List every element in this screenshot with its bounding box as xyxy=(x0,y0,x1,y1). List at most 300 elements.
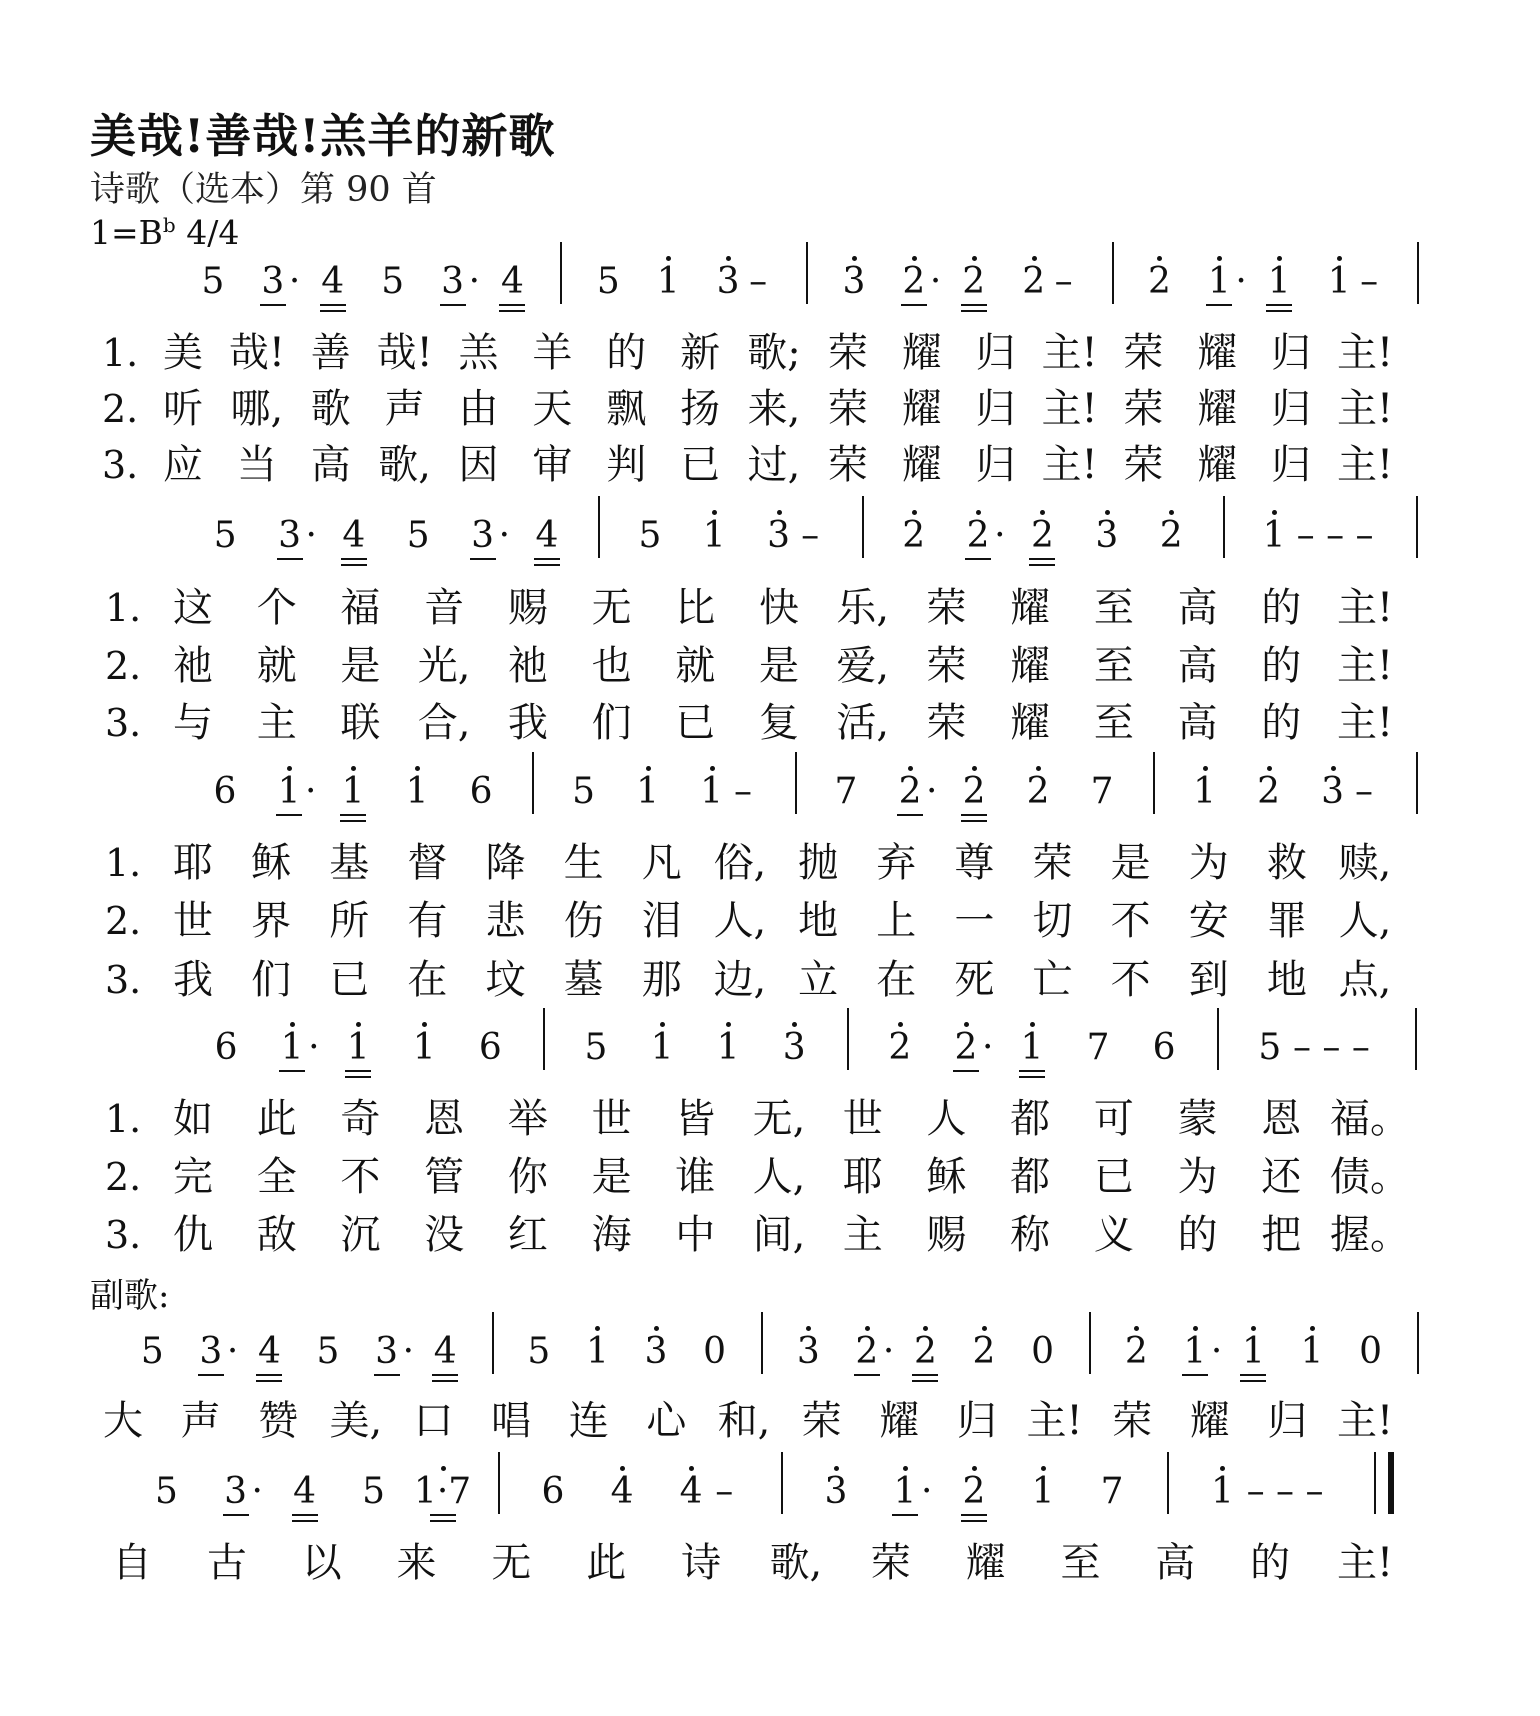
lyric-char: 耶 xyxy=(173,840,213,886)
lyric-char: 债。 xyxy=(1330,1154,1410,1200)
high-octave-dot xyxy=(903,1466,908,1471)
note-value: 1 xyxy=(650,1027,674,1068)
lyric-char: 当 xyxy=(236,442,277,488)
lyric-char: 海 xyxy=(591,1212,632,1258)
high-octave-dot xyxy=(710,766,715,771)
lyric-char: 与 xyxy=(173,700,213,746)
lyric-char: 声 xyxy=(180,1398,221,1444)
lyric-char: 祂 xyxy=(507,643,548,689)
eighth-underline xyxy=(256,1374,282,1376)
lyric-char: 个 xyxy=(256,585,297,631)
note-value: 1 xyxy=(412,1027,436,1068)
lyric-char: 间, xyxy=(752,1212,806,1258)
lyric-char: 福 xyxy=(340,585,381,631)
sixteenth-underline xyxy=(961,310,987,312)
augmentation-dot: · xyxy=(981,1027,994,1068)
barline xyxy=(1167,1452,1169,1514)
augmentation-dot: · xyxy=(308,1027,320,1068)
note xyxy=(620,516,680,556)
note-value: 7 xyxy=(1086,1027,1110,1068)
lyric-char: 举 xyxy=(507,1096,548,1142)
lyric-char: 荣 xyxy=(801,1398,842,1444)
note xyxy=(1106,1332,1166,1372)
high-octave-dot xyxy=(441,1466,446,1471)
lyric-char: 耀 xyxy=(1197,386,1238,432)
lyric-char: 应 xyxy=(163,442,203,488)
note-value: 2 xyxy=(972,1331,996,1372)
note-value: 5 xyxy=(201,261,225,302)
lyric-char: 不 xyxy=(1110,898,1151,944)
note xyxy=(394,1028,454,1068)
lyric-char: 罪 xyxy=(1266,898,1307,944)
note xyxy=(195,772,255,812)
lyric-char: 是 xyxy=(759,643,799,689)
high-octave-dot xyxy=(1267,766,1272,771)
lyric-char: 此 xyxy=(256,1096,297,1142)
note xyxy=(1282,1332,1342,1372)
note xyxy=(1141,516,1201,556)
lyric-char: 都 xyxy=(1010,1096,1051,1142)
note-value: 1 xyxy=(636,771,659,812)
barline xyxy=(1416,752,1418,814)
eighth-underline xyxy=(320,304,346,306)
lyric-char: 你 xyxy=(507,1154,548,1200)
high-octave-dot xyxy=(865,1326,870,1331)
lyric-char: 耀 xyxy=(1197,330,1238,376)
lyric-char: 以 xyxy=(301,1540,342,1586)
key-main: 1=B xyxy=(90,213,163,252)
lyric-char: 恩 xyxy=(1261,1096,1302,1142)
lyric-char: 荣 xyxy=(1123,386,1164,432)
lyric-char: 耀 xyxy=(1010,643,1051,689)
lyric-char: 沉 xyxy=(340,1212,381,1258)
note xyxy=(1013,1472,1073,1512)
lyric-char: 是 xyxy=(340,643,381,689)
note xyxy=(195,516,255,556)
lyric-char: 高 xyxy=(1177,585,1218,631)
lyric-char: 美, xyxy=(329,1398,383,1444)
augmentation-dot: · xyxy=(994,515,1006,556)
lyric-char: 边, xyxy=(713,957,767,1003)
lyric-char: 主! xyxy=(1041,386,1098,432)
note-value: 1 xyxy=(893,1471,917,1512)
augmentation-dot: · xyxy=(468,261,481,302)
augmentation-dot: · xyxy=(1210,1331,1223,1372)
lyric-char: 主! xyxy=(1336,643,1394,689)
barline xyxy=(847,1008,849,1070)
lyric-char: 悲 xyxy=(485,898,526,944)
note-value: 1 xyxy=(1031,1471,1055,1512)
note-value: 2 xyxy=(902,515,926,556)
lyric-char: 审 xyxy=(532,442,573,488)
lyric-char: 这 xyxy=(173,585,213,631)
augmentation-dot: · xyxy=(498,515,511,556)
eighth-underline xyxy=(223,1514,249,1516)
lyric-char: 稣 xyxy=(251,840,292,886)
verse-number: 2. xyxy=(105,899,142,943)
note xyxy=(1134,1028,1194,1068)
note-value: 0 xyxy=(703,1331,727,1372)
note xyxy=(1072,772,1132,812)
note xyxy=(298,1332,358,1372)
note-value: 2 xyxy=(962,261,986,302)
lyric-char: 至 xyxy=(1060,1540,1101,1586)
note xyxy=(954,1332,1014,1372)
note-value: 6 xyxy=(541,1471,565,1512)
note xyxy=(196,1028,256,1068)
note-value: 3 xyxy=(782,1027,806,1068)
lyric-char: 人, xyxy=(713,898,767,944)
note-value: 1 xyxy=(1183,1331,1207,1372)
note-value: 6 xyxy=(214,1027,238,1068)
note-value: 3 xyxy=(261,261,285,302)
note-value: 7 xyxy=(1100,1471,1124,1512)
note-value: 4 xyxy=(321,261,345,302)
high-octave-dot xyxy=(646,766,651,771)
augmentation-dot: · xyxy=(288,261,301,302)
lyric-char: 复 xyxy=(759,700,799,746)
high-octave-dot xyxy=(1041,1466,1046,1471)
high-octave-dot xyxy=(834,1466,839,1471)
verse-number: 1. xyxy=(105,841,142,885)
high-octave-dot xyxy=(898,1022,903,1027)
lyric-char: 就 xyxy=(256,643,297,689)
augmentation-dot: · xyxy=(402,1331,415,1372)
high-octave-dot xyxy=(777,510,782,515)
lyric-char: 活, xyxy=(836,700,890,746)
eighth-underline xyxy=(340,814,366,816)
lyric-char: 的 xyxy=(1261,700,1302,746)
note-value: 4 xyxy=(433,1331,457,1372)
lyric-char: 凡 xyxy=(641,840,682,886)
lyric-char: 此 xyxy=(586,1540,627,1586)
lyric-char: 所 xyxy=(329,898,370,944)
eighth-underline xyxy=(470,558,496,560)
augmentation-dot: · xyxy=(882,1331,895,1372)
verse-number: 3. xyxy=(102,443,139,487)
duration-dash: – xyxy=(1354,771,1373,812)
note-value: 1 xyxy=(1300,1331,1324,1372)
high-octave-dot xyxy=(1032,256,1037,261)
lyric-char: 心 xyxy=(646,1398,687,1444)
barline xyxy=(492,1312,494,1374)
lyric-char: 立 xyxy=(798,957,839,1003)
lyric-char: 归 xyxy=(975,386,1016,432)
verse-number: 3. xyxy=(105,1213,142,1257)
note xyxy=(638,262,698,302)
note-value: 1 xyxy=(656,261,680,302)
note xyxy=(415,1332,475,1372)
lyric-char: 督 xyxy=(407,840,448,886)
lyric-char: 新 xyxy=(680,330,721,376)
lyric-char: 赐 xyxy=(507,585,548,631)
barline xyxy=(862,496,864,558)
high-octave-dot xyxy=(912,510,917,515)
barline xyxy=(1415,1008,1417,1070)
lyric-char: 荣 xyxy=(870,1540,911,1586)
barline xyxy=(543,1008,545,1070)
verse-number: 1. xyxy=(102,331,139,375)
note xyxy=(1013,1332,1073,1372)
note-value: 5 xyxy=(155,1471,178,1512)
note xyxy=(870,1028,930,1068)
note-value: 2 xyxy=(1030,515,1054,556)
song-title: 美哉!善哉!羔羊的新歌 xyxy=(90,109,556,163)
note xyxy=(1068,1028,1128,1068)
lyric-char: 听 xyxy=(163,386,203,432)
note xyxy=(1303,772,1363,812)
lyric-char: 义 xyxy=(1093,1212,1134,1258)
lyric-char: 乐, xyxy=(836,585,890,631)
sixteenth-underline xyxy=(345,1076,371,1078)
sixteenth-underline xyxy=(432,1380,458,1382)
note-value: 2 xyxy=(954,1027,978,1068)
lyric-char: 全 xyxy=(256,1154,297,1200)
eighth-underline xyxy=(432,1374,458,1376)
lyric-char: 蒙 xyxy=(1177,1096,1218,1142)
eighth-underline xyxy=(1240,1374,1266,1376)
note-value: 1 xyxy=(1327,261,1351,302)
lyric-char: 也 xyxy=(591,643,632,689)
note-value: 6 xyxy=(213,771,237,812)
barline xyxy=(781,1452,783,1514)
sixteenth-underline xyxy=(912,1380,938,1382)
note-value: 7 xyxy=(834,771,858,812)
lyric-char: 不 xyxy=(1110,957,1151,1003)
note-value: 3 xyxy=(824,1471,848,1512)
note xyxy=(554,772,614,812)
note xyxy=(523,1472,583,1512)
lyric-char: 中 xyxy=(675,1212,716,1258)
lyric-char: 美 xyxy=(163,330,203,376)
note xyxy=(566,1028,626,1068)
lyric-char: 天 xyxy=(532,386,573,432)
note xyxy=(884,516,944,556)
lyric-char: 赞 xyxy=(258,1398,299,1444)
augmentation-dot: · xyxy=(305,771,317,812)
lyric-char: 高 xyxy=(1177,700,1218,746)
high-octave-dot xyxy=(654,1326,659,1331)
note xyxy=(344,1472,404,1512)
note-value: 4 xyxy=(501,261,524,302)
note xyxy=(1082,1472,1142,1512)
duration-dash: – xyxy=(733,771,752,812)
note xyxy=(944,262,1004,302)
augmentation-dot: · xyxy=(920,1471,933,1512)
lyric-char: 归 xyxy=(1267,1398,1308,1444)
lyric-char: 耀 xyxy=(879,1398,920,1444)
note xyxy=(1077,516,1137,556)
lyric-char: 归 xyxy=(975,442,1016,488)
lyric-char: 耀 xyxy=(1197,442,1238,488)
note-value: 1 xyxy=(716,1027,740,1068)
lyric-char: 和, xyxy=(717,1398,771,1444)
note xyxy=(632,1028,692,1068)
note-value: 1 xyxy=(1020,1027,1044,1068)
high-octave-dot xyxy=(1310,1326,1315,1331)
lyric-char: 主! xyxy=(1041,442,1098,488)
chorus-label: 副歌: xyxy=(90,1276,170,1316)
lyric-char: 主! xyxy=(1041,330,1098,376)
note-value: 3 xyxy=(644,1331,668,1372)
sixteenth-underline xyxy=(340,820,366,822)
high-octave-dot xyxy=(1331,766,1336,771)
eighth-underline xyxy=(953,1070,979,1072)
note-value: 1 xyxy=(1262,515,1286,556)
note xyxy=(1192,1472,1252,1512)
note-value: 2 xyxy=(1022,261,1046,302)
lyric-char: 联 xyxy=(340,700,381,746)
lyric-char: 耀 xyxy=(1189,1398,1230,1444)
eighth-underline xyxy=(1019,1070,1045,1072)
lyric-char: 高 xyxy=(310,442,351,488)
note-value: 1 xyxy=(277,771,301,812)
lyric-char: 已 xyxy=(675,700,716,746)
high-octave-dot xyxy=(1030,1022,1035,1027)
verse-number: 3. xyxy=(105,701,142,745)
sixteenth-underline xyxy=(1266,310,1292,312)
lyric-char: 仇 xyxy=(173,1212,213,1258)
lyric-char: 都 xyxy=(1010,1154,1051,1200)
lyric-char: 合, xyxy=(417,700,471,746)
note-value: 2 xyxy=(962,771,986,812)
lyric-char: 在 xyxy=(407,957,448,1003)
lyric-char: 无 xyxy=(491,1540,532,1586)
key-signature xyxy=(90,213,239,252)
note-value: 6 xyxy=(478,1027,502,1068)
lyric-char: 判 xyxy=(606,442,647,488)
eighth-underline xyxy=(198,1374,224,1376)
high-octave-dot xyxy=(964,1022,969,1027)
lyric-char: 的 xyxy=(1261,643,1302,689)
note-value: 3 xyxy=(796,1331,820,1372)
eighth-underline xyxy=(276,814,302,816)
note-value: 1 xyxy=(1207,261,1231,302)
note-value: 3 xyxy=(716,261,740,302)
eighth-underline xyxy=(912,1374,938,1376)
lyric-char: 世 xyxy=(173,898,213,944)
high-octave-dot xyxy=(1105,510,1110,515)
lyric-char: 把 xyxy=(1261,1212,1302,1258)
lyric-char: 音 xyxy=(424,585,465,631)
note xyxy=(413,1472,473,1512)
note-value: 3 xyxy=(278,515,301,556)
lyric-char: 来, xyxy=(747,386,801,432)
note-value: 5 xyxy=(572,771,595,812)
lyric-char: 主! xyxy=(1336,585,1394,631)
sixteenth-underline xyxy=(1240,1380,1266,1382)
note-value: 2 xyxy=(1257,771,1280,812)
lyric-char: 高 xyxy=(1177,643,1218,689)
note-value: 1 xyxy=(341,771,365,812)
note-value: 1 xyxy=(1241,1331,1265,1372)
lyric-char: 高 xyxy=(1155,1540,1196,1586)
lyric-char: 敌 xyxy=(256,1212,297,1258)
lyric-char: 诗 xyxy=(681,1540,722,1586)
eighth-underline xyxy=(374,1374,400,1376)
note-value: 3 xyxy=(1095,515,1119,556)
barline xyxy=(1417,1312,1419,1374)
note-value: 3 xyxy=(375,1331,399,1372)
sixteenth-underline xyxy=(961,820,987,822)
duration-dash: – – – xyxy=(1292,1027,1370,1068)
barline xyxy=(761,1312,763,1374)
lyric-char: 至 xyxy=(1093,643,1134,689)
key-meter: 4/4 xyxy=(186,213,240,252)
augmentation-dot: · xyxy=(926,771,938,812)
lyric-char: 到 xyxy=(1188,957,1229,1003)
lyric-char: 弃 xyxy=(876,840,917,886)
note-value: 5 xyxy=(316,1331,340,1372)
sixteenth-underline xyxy=(499,310,525,312)
lyric-char: 荣 xyxy=(827,442,868,488)
lyric-char: 就 xyxy=(675,643,716,689)
lyric-char: 是 xyxy=(1110,840,1151,886)
lyric-char: 主! xyxy=(1336,386,1394,432)
lyric-char: 的 xyxy=(1250,1540,1291,1586)
note xyxy=(578,262,638,302)
note xyxy=(685,1332,745,1372)
augmentation-dot: · xyxy=(929,261,942,302)
lyric-char: 在 xyxy=(876,957,917,1003)
note-value: 5 xyxy=(362,1471,385,1512)
note-value: 3 xyxy=(441,261,465,302)
note xyxy=(698,1028,758,1068)
high-octave-dot xyxy=(1193,1326,1198,1331)
lyric-char: 泪 xyxy=(641,898,682,944)
lyric-char: 的 xyxy=(606,330,647,376)
note xyxy=(944,1472,1004,1512)
duration-dash: – xyxy=(801,515,820,556)
sixteenth-underline xyxy=(256,1380,282,1382)
lyric-char: 主! xyxy=(1336,700,1394,746)
note-value: 4 xyxy=(342,515,366,556)
high-octave-dot xyxy=(620,1466,625,1471)
lyric-char: 归 xyxy=(1271,442,1312,488)
note-value: 4 xyxy=(293,1471,316,1512)
lyric-char: 救 xyxy=(1266,840,1307,886)
lyric-char: 荣 xyxy=(827,386,868,432)
lyric-char: 扬 xyxy=(680,386,721,432)
note xyxy=(1249,262,1309,302)
lyric-char: 死 xyxy=(954,957,995,1003)
note-value: 2 xyxy=(902,261,926,302)
barline xyxy=(498,1452,500,1514)
note-value: 1 xyxy=(346,1027,370,1068)
note xyxy=(1002,1028,1062,1068)
high-octave-dot xyxy=(982,1326,987,1331)
lyric-char: 没 xyxy=(424,1212,465,1258)
sixteenth-underline xyxy=(1029,564,1055,566)
lyric-char: 人 xyxy=(926,1096,967,1142)
note xyxy=(275,1472,335,1512)
lyric-char: 比 xyxy=(675,585,716,631)
note xyxy=(183,262,243,302)
lyric-char: 因 xyxy=(458,442,499,488)
note-value: 6 xyxy=(469,771,493,812)
note xyxy=(749,516,809,556)
note-value: 5 xyxy=(527,1331,551,1372)
note-value: 0 xyxy=(1359,1331,1383,1372)
note-value: 7 xyxy=(1090,771,1114,812)
lyric-char: 歌 xyxy=(310,386,351,432)
lyric-char: 唱 xyxy=(491,1398,532,1444)
high-octave-dot xyxy=(287,766,292,771)
eighth-underline xyxy=(961,814,987,816)
lyric-char: 祂 xyxy=(173,643,213,689)
note xyxy=(806,1472,866,1512)
note-value: 4 xyxy=(257,1331,281,1372)
